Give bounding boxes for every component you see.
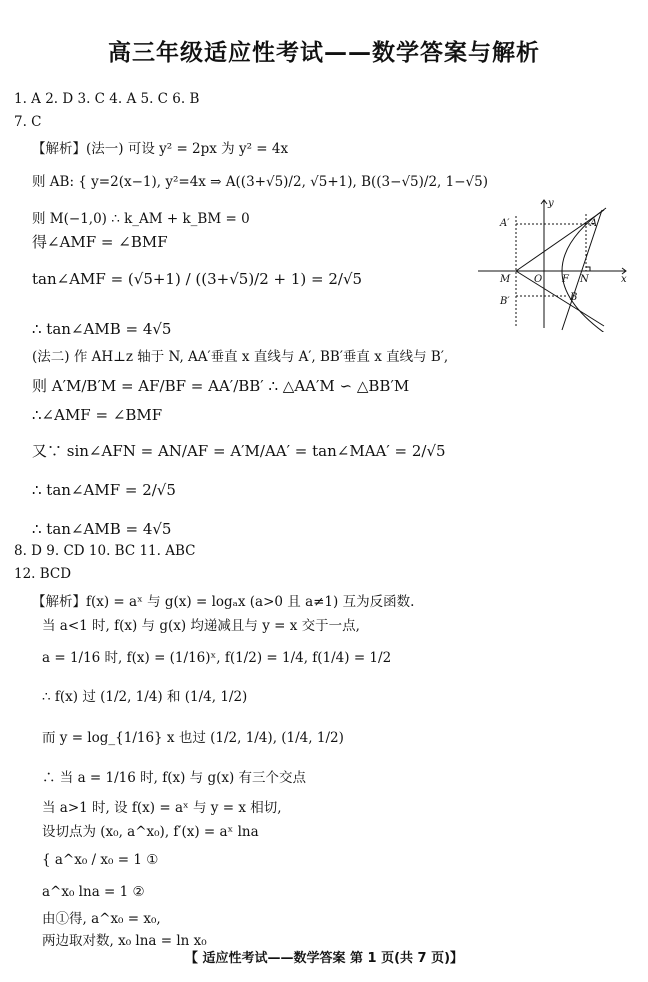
label-x: x — [621, 274, 627, 285]
answer-line-8-11: 8. D 9. CD 10. BC 11. ABC — [14, 543, 196, 559]
solution-line: 又∵ sin∠AFN = AN/AF = A′M/AA′ = tan∠MAA′ = 2/√5 — [32, 442, 446, 460]
solution-line: ∴ f(x) 过 (1/2, 1/4) 和 (1/4, 1/2) — [42, 689, 248, 705]
solution-line: ∴ 当 a = 1/16 时, f(x) 与 g(x) 有三个交点 — [42, 770, 307, 786]
label-f: F — [562, 274, 569, 285]
label-a: A — [590, 218, 598, 229]
solution-line: 则 M(−1,0) ∴ k_AM + k_BM = 0 — [32, 211, 250, 227]
label-a-prime: A′ — [500, 218, 510, 229]
solution-line: 【解析】f(x) = aˣ 与 g(x) = logₐx (a>0 且 a≠1) 互为反函数. — [32, 594, 415, 610]
label-y: y — [548, 198, 554, 209]
line-mb — [516, 271, 604, 326]
label-o: O — [534, 274, 543, 285]
solution-line: ∴∠AMF = ∠BMF — [32, 406, 163, 424]
page-title: 高三年级适应性考试——数学答案与解析 — [108, 40, 540, 66]
solution-line: ∴ tan∠AMB = 4√5 — [32, 520, 172, 538]
label-b-prime: B′ — [500, 296, 510, 307]
solution-line: tan∠AMF = (√5+1) / ((3+√5)/2 + 1) = 2/√5 — [32, 270, 363, 288]
solution-line: 得∠AMF = ∠BMF — [32, 233, 168, 251]
right-angle-mark — [586, 267, 590, 271]
solution-line: { a^x₀ / x₀ = 1 ① — [42, 852, 159, 868]
label-m: M — [500, 274, 511, 285]
solution-line: a = 1/16 时, f(x) = (1/16)ˣ, f(1/2) = 1/4, f(1/4) = 1/2 — [42, 650, 392, 666]
solution-line: 【解析】(法一) 可设 y² = 2px 为 y² = 4x — [32, 141, 289, 157]
label-b: B — [570, 292, 578, 303]
solution-line: 两边取对数, x₀ lna = ln x₀ — [42, 933, 207, 949]
solution-line: 当 a>1 时, 设 f(x) = aˣ 与 y = x 相切, — [42, 800, 282, 816]
solution-line: 当 a<1 时, f(x) 与 g(x) 均递减且与 y = x 交于一点, — [42, 618, 360, 634]
solution-line: ∴ tan∠AMF = 2/√5 — [32, 481, 176, 499]
solution-line: (法二) 作 AH⊥z 轴于 N, AA′垂直 x 直线与 A′, BB′垂直 x 直线与 B′, — [32, 349, 449, 365]
parabola-figure — [478, 196, 638, 332]
solution-line: 由①得, a^x₀ = x₀, — [42, 911, 161, 927]
solution-line: ∴ tan∠AMB = 4√5 — [32, 320, 172, 338]
solution-line: 则 A′M/B′M = AF/BF = AA′/BB′ ∴ △AA′M ∽ △BB′M — [32, 377, 410, 395]
answer-line-7: 7. C — [14, 114, 42, 130]
solution-line: 而 y = log_{1/16} x 也过 (1/2, 1/4), (1/4, 1/2) — [42, 730, 344, 746]
solution-line: 则 AB: { y=2(x−1), y²=4x ⇒ A((3+√5)/2, √5+1), B((3−√5)/2, 1−√5) — [32, 174, 488, 190]
label-n: N — [580, 274, 589, 285]
answer-line-1-6: 1. A 2. D 3. C 4. A 5. C 6. B — [14, 91, 200, 107]
solution-line: a^x₀ lna = 1 ② — [42, 884, 145, 900]
solution-line: 设切点为 (x₀, a^x₀), f′(x) = aˣ lna — [42, 824, 259, 840]
answer-line-12: 12. BCD — [14, 566, 72, 582]
page-footer: 【 适应性考试——数学答案 第 1 页(共 7 页)】 — [184, 951, 464, 966]
